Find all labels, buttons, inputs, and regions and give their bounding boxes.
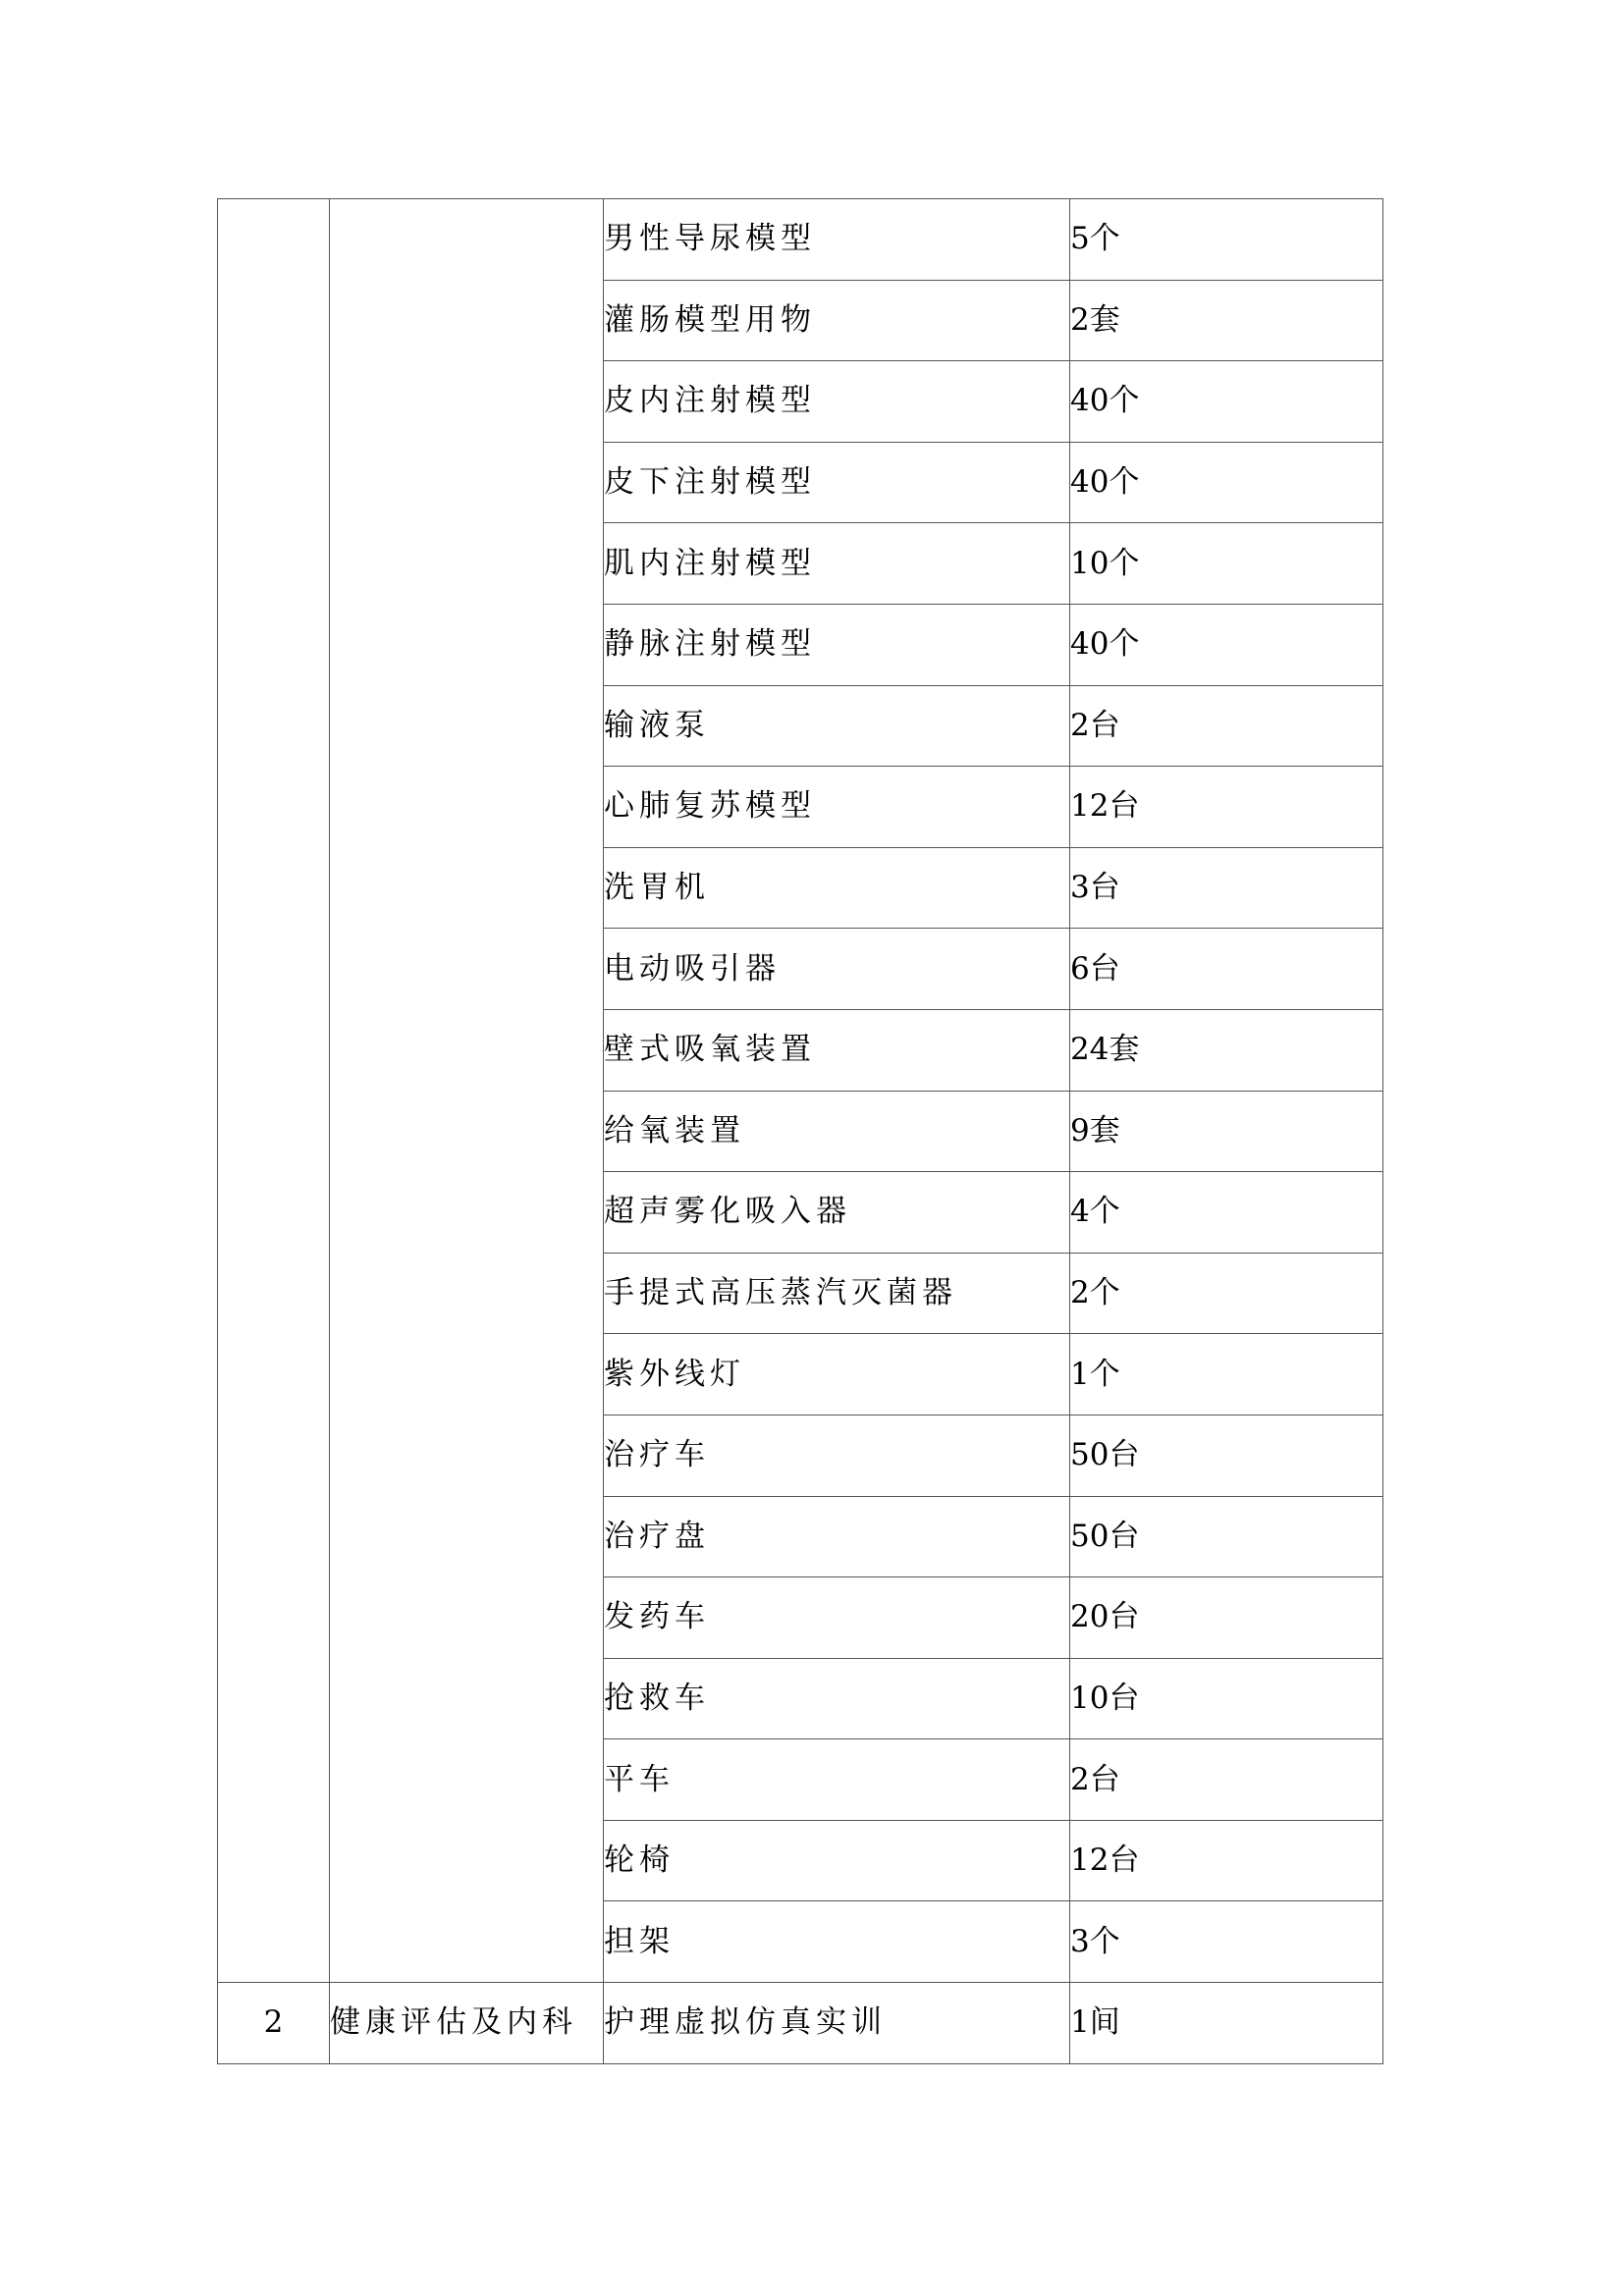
quantity-cell: 10台: [1070, 1658, 1383, 1739]
category-cell: 健康评估及内科: [330, 1983, 604, 2064]
item-name-cell: 皮内注射模型: [604, 361, 1070, 443]
item-name-cell: 超声雾化吸入器: [604, 1172, 1070, 1254]
quantity-cell: 2套: [1070, 280, 1383, 361]
item-name-cell: 静脉注射模型: [604, 604, 1070, 685]
item-name-cell: 洗胃机: [604, 847, 1070, 929]
item-name-cell: 皮下注射模型: [604, 442, 1070, 523]
item-name-cell: 肌内注射模型: [604, 523, 1070, 605]
item-name-cell: 平车: [604, 1739, 1070, 1821]
quantity-cell: 2台: [1070, 1739, 1383, 1821]
quantity-cell: 3台: [1070, 847, 1383, 929]
item-name-cell: 轮椅: [604, 1820, 1070, 1901]
item-name-cell: 给氧装置: [604, 1091, 1070, 1172]
quantity-cell: 1间: [1070, 1983, 1383, 2064]
index-cell: 2: [218, 1983, 330, 2064]
quantity-cell: 1个: [1070, 1334, 1383, 1415]
table-row-section-2: [218, 1983, 1383, 2064]
item-name-cell: 护理虚拟仿真实训: [604, 1983, 1070, 2064]
quantity-cell: 50台: [1070, 1415, 1383, 1496]
item-name-cell: 输液泵: [604, 685, 1070, 767]
item-name-cell: 手提式高压蒸汽灭菌器: [604, 1253, 1070, 1334]
item-name-cell: 男性导尿模型: [604, 199, 1070, 281]
item-name-cell: 担架: [604, 1901, 1070, 1983]
item-name-cell: 抢救车: [604, 1658, 1070, 1739]
quantity-cell: 40个: [1070, 442, 1383, 523]
equipment-table-body: [218, 199, 1383, 2064]
item-name-cell: 治疗车: [604, 1415, 1070, 1496]
item-name-cell: 治疗盘: [604, 1496, 1070, 1577]
quantity-cell: 5个: [1070, 199, 1383, 281]
table-row: [218, 199, 1383, 281]
quantity-cell: 40个: [1070, 604, 1383, 685]
quantity-cell: 9套: [1070, 1091, 1383, 1172]
quantity-cell: 24套: [1070, 1009, 1383, 1091]
index-cell-continued: [218, 199, 330, 1983]
quantity-cell: 12台: [1070, 1820, 1383, 1901]
item-name-cell: 壁式吸氧装置: [604, 1009, 1070, 1091]
item-name-cell: 发药车: [604, 1577, 1070, 1659]
quantity-cell: 4个: [1070, 1172, 1383, 1254]
equipment-table: [217, 198, 1383, 2064]
quantity-cell: 2台: [1070, 685, 1383, 767]
quantity-cell: 12台: [1070, 767, 1383, 848]
item-name-cell: 心肺复苏模型: [604, 767, 1070, 848]
quantity-cell: 6台: [1070, 929, 1383, 1010]
item-name-cell: 电动吸引器: [604, 929, 1070, 1010]
category-cell-continued: [330, 199, 604, 1983]
quantity-cell: 10个: [1070, 523, 1383, 605]
quantity-cell: 50台: [1070, 1496, 1383, 1577]
item-name-cell: 紫外线灯: [604, 1334, 1070, 1415]
item-name-cell: 灌肠模型用物: [604, 280, 1070, 361]
quantity-cell: 3个: [1070, 1901, 1383, 1983]
quantity-cell: 20台: [1070, 1577, 1383, 1659]
quantity-cell: 2个: [1070, 1253, 1383, 1334]
quantity-cell: 40个: [1070, 361, 1383, 443]
